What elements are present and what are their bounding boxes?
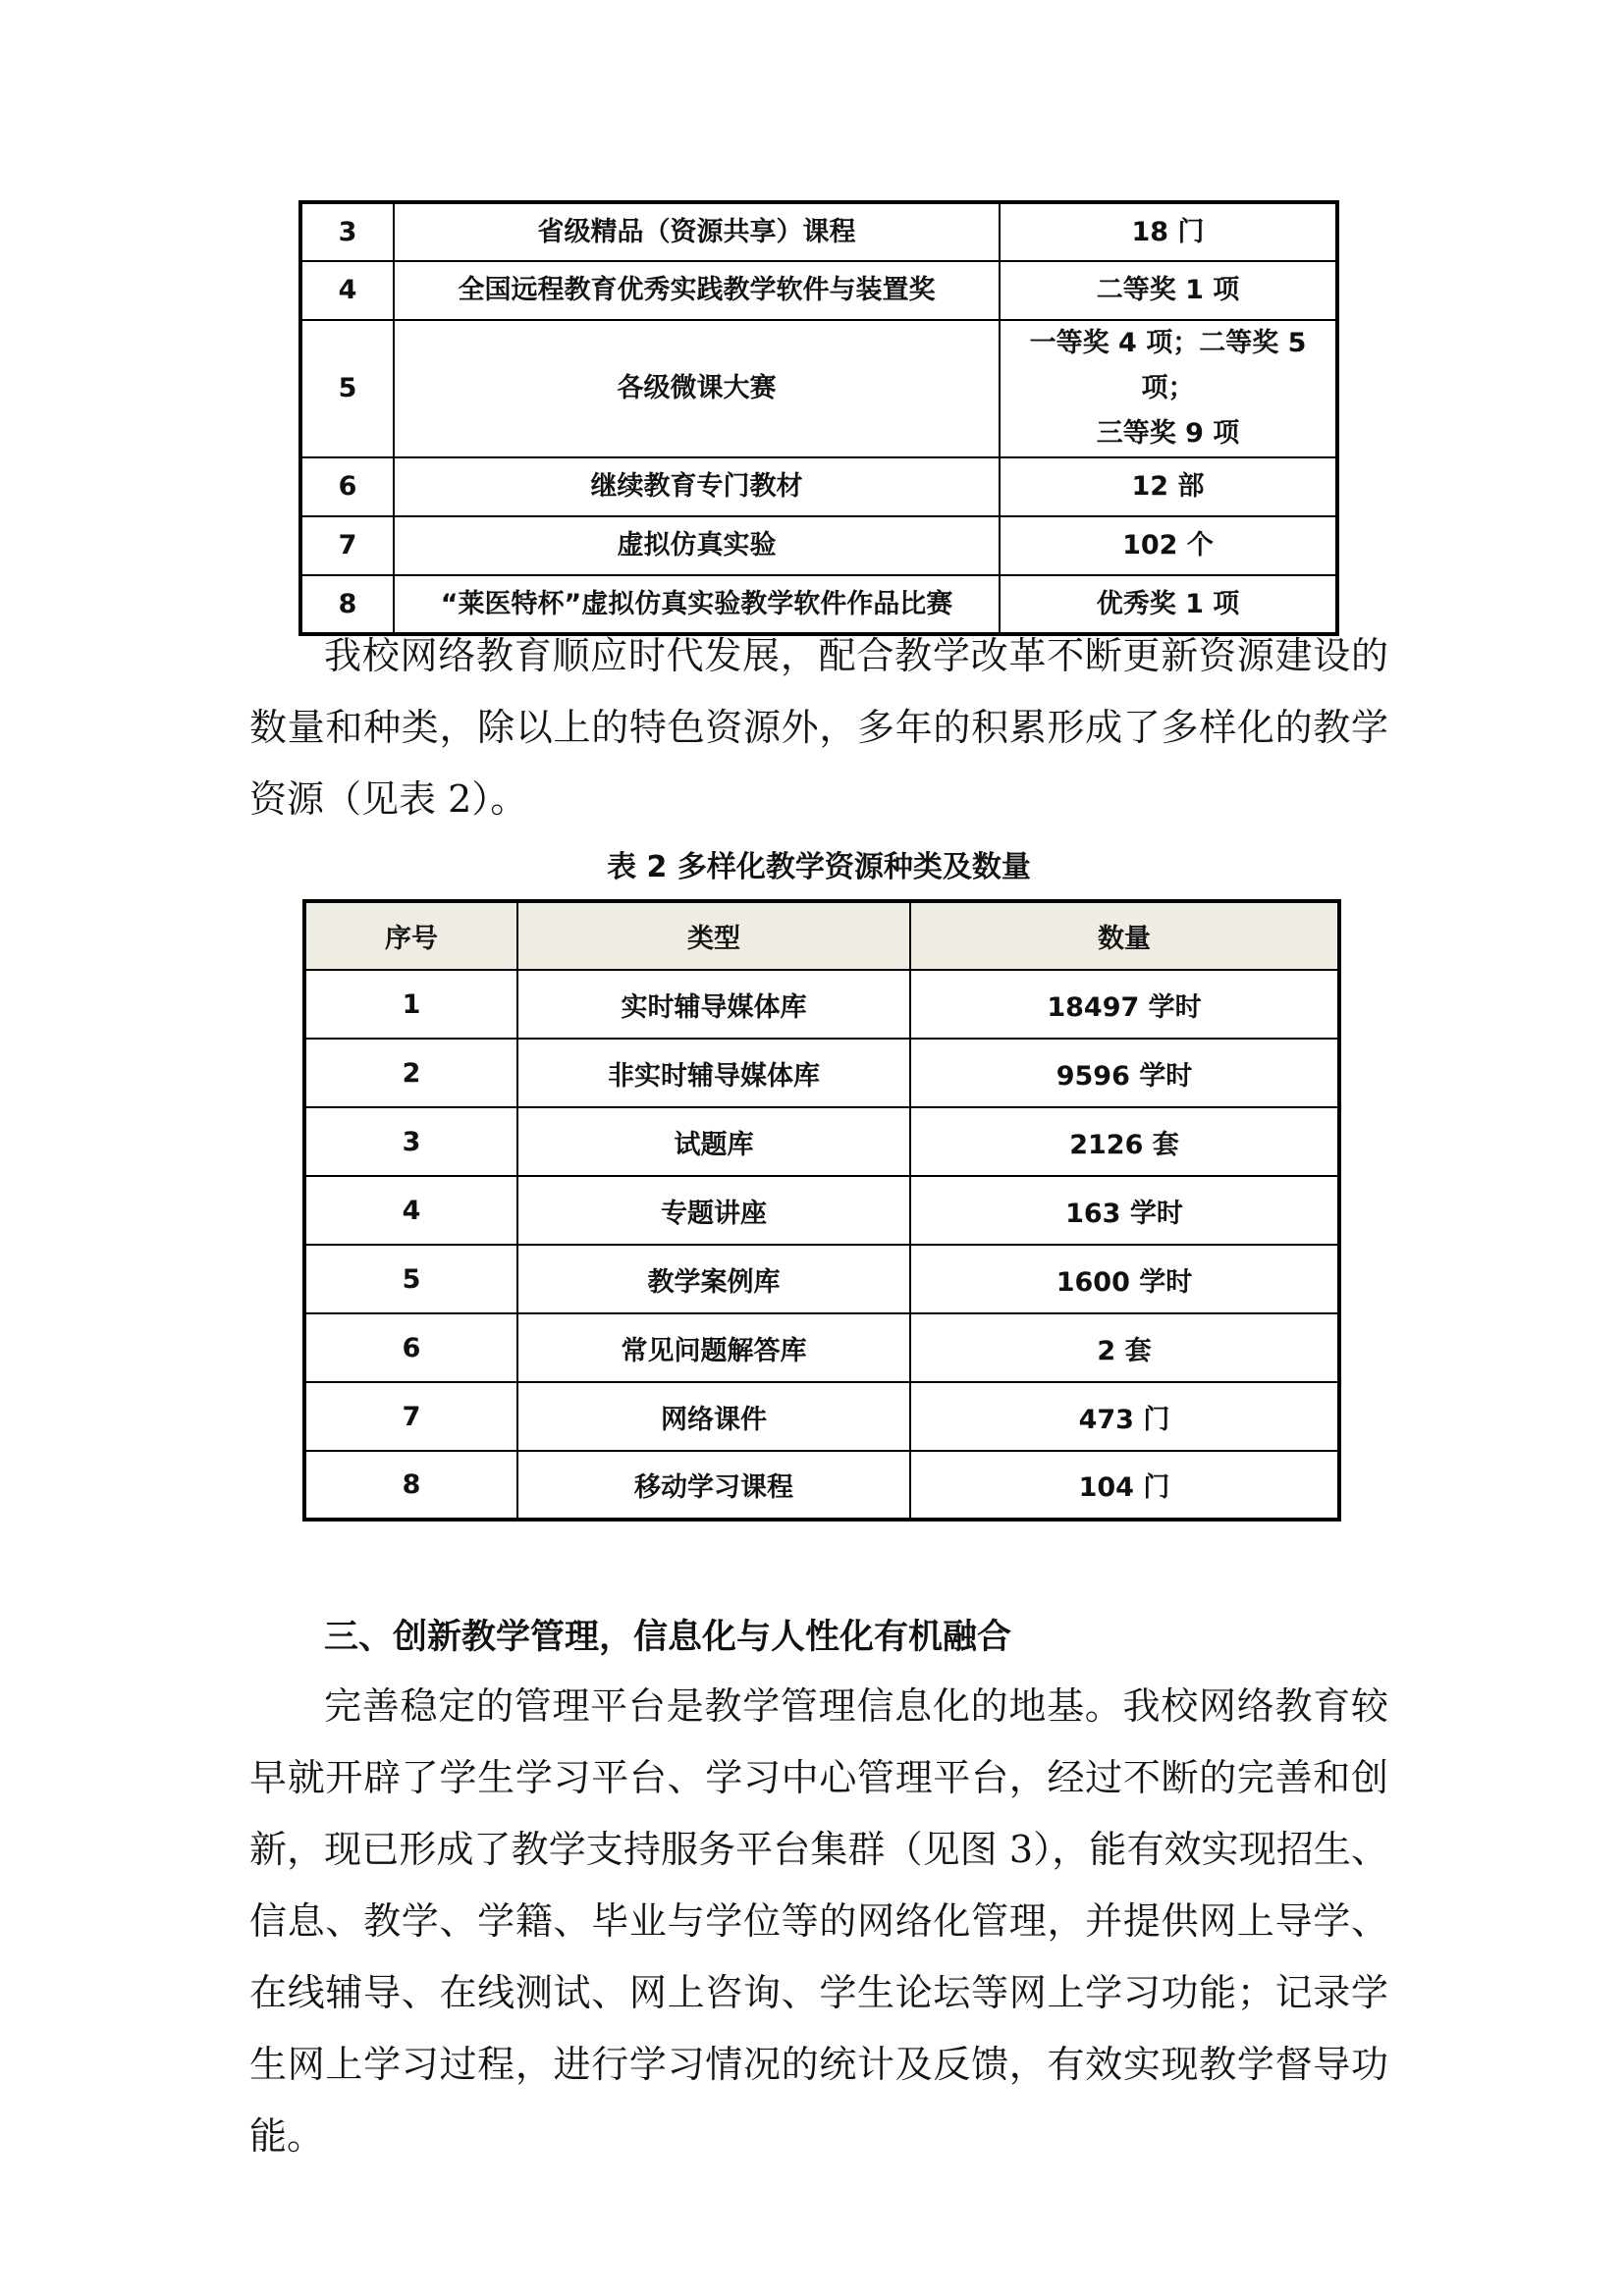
resource-type: 移动学习课程 bbox=[517, 1451, 910, 1520]
table-row bbox=[300, 202, 1337, 261]
award-result: 18 门 bbox=[1000, 202, 1337, 261]
row-number: 7 bbox=[304, 1382, 517, 1451]
row-number: 8 bbox=[304, 1451, 517, 1520]
row-number: 3 bbox=[304, 1107, 517, 1176]
section-heading: 三、创新教学管理，信息化与人性化有机融合 bbox=[324, 1618, 1012, 1657]
award-result: 二等奖 1 项 bbox=[1000, 261, 1337, 320]
row-number: 2 bbox=[304, 1039, 517, 1107]
resource-type: 教学案例库 bbox=[517, 1245, 910, 1313]
row-number: 7 bbox=[300, 516, 394, 575]
award-result: 12 部 bbox=[1000, 457, 1337, 516]
column-header: 序号 bbox=[304, 901, 517, 970]
table-row bbox=[304, 1382, 1339, 1451]
resource-quantity: 2126 套 bbox=[910, 1107, 1339, 1176]
body-paragraph: 我校网络教育顺应时代发展，配合教学改革不断更新资源建设的数量和种类，除以上的特色资源外，多年的积累形成了多样化的教学资源（见表 2）。 bbox=[249, 634, 1388, 821]
awards-table bbox=[298, 200, 1339, 636]
column-header: 数量 bbox=[910, 901, 1339, 970]
table-row bbox=[304, 1313, 1339, 1382]
award-item: 各级微课大赛 bbox=[394, 320, 1000, 457]
award-item: 虚拟仿真实验 bbox=[394, 516, 1000, 575]
award-result: 优秀奖 1 项 bbox=[1000, 575, 1337, 634]
resource-quantity: 163 学时 bbox=[910, 1176, 1339, 1245]
award-result-line: 一等奖 4 项；二等奖 5 项； bbox=[1029, 328, 1307, 403]
resource-quantity: 473 门 bbox=[910, 1382, 1339, 1451]
row-number: 6 bbox=[304, 1313, 517, 1382]
resource-type: 非实时辅导媒体库 bbox=[517, 1039, 910, 1107]
table-row bbox=[300, 457, 1337, 516]
row-number: 5 bbox=[300, 320, 394, 457]
table-caption: 表 2 多样化教学资源种类及数量 bbox=[607, 850, 1031, 884]
resource-quantity: 9596 学时 bbox=[910, 1039, 1339, 1107]
resource-quantity: 18497 学时 bbox=[910, 970, 1339, 1039]
body-paragraph: 完善稳定的管理平台是教学管理信息化的地基。我校网络教育较早就开辟了学生学习平台、学习中心管理平台，经过不断的完善和创新，现已形成了教学支持服务平台集群（见图 3），能有效实现招生、信息、教学、学籍、毕业与学位等的网络化管理，并提供网上导学、在线辅导、在线测试、网上咨询、学生论坛等网上学习功能；记录学生网上学习过程，进行学习情况的统计及反馈，有效实现教学督导功能。 bbox=[249, 1684, 1388, 2158]
column-header: 类型 bbox=[517, 901, 910, 970]
award-result bbox=[1000, 320, 1337, 457]
table-row bbox=[300, 516, 1337, 575]
table-header-row bbox=[304, 901, 1339, 970]
table-row bbox=[304, 1039, 1339, 1107]
row-number: 4 bbox=[300, 261, 394, 320]
award-result: 102 个 bbox=[1000, 516, 1337, 575]
award-item: 省级精品（资源共享）课程 bbox=[394, 202, 1000, 261]
table-row bbox=[304, 1245, 1339, 1313]
award-item: 全国远程教育优秀实践教学软件与装置奖 bbox=[394, 261, 1000, 320]
table-row bbox=[300, 320, 1337, 457]
row-number: 6 bbox=[300, 457, 394, 516]
resource-type: 专题讲座 bbox=[517, 1176, 910, 1245]
resource-type: 网络课件 bbox=[517, 1382, 910, 1451]
resource-quantity: 1600 学时 bbox=[910, 1245, 1339, 1313]
award-item: “莱医特杯”虚拟仿真实验教学软件作品比赛 bbox=[394, 575, 1000, 634]
award-item: 继续教育专门教材 bbox=[394, 457, 1000, 516]
resource-type: 实时辅导媒体库 bbox=[517, 970, 910, 1039]
row-number: 1 bbox=[304, 970, 517, 1039]
row-number: 5 bbox=[304, 1245, 517, 1313]
resource-quantity: 2 套 bbox=[910, 1313, 1339, 1382]
resource-type: 试题库 bbox=[517, 1107, 910, 1176]
resource-type: 常见问题解答库 bbox=[517, 1313, 910, 1382]
table-row bbox=[304, 970, 1339, 1039]
row-number: 8 bbox=[300, 575, 394, 634]
row-number: 4 bbox=[304, 1176, 517, 1245]
row-number: 3 bbox=[300, 202, 394, 261]
table-row bbox=[304, 1107, 1339, 1176]
award-result-line: 三等奖 9 项 bbox=[1096, 418, 1240, 449]
table-row bbox=[304, 1176, 1339, 1245]
resource-quantity: 104 门 bbox=[910, 1451, 1339, 1520]
resources-table bbox=[302, 899, 1341, 1522]
table-row bbox=[300, 261, 1337, 320]
table-row bbox=[304, 1451, 1339, 1520]
